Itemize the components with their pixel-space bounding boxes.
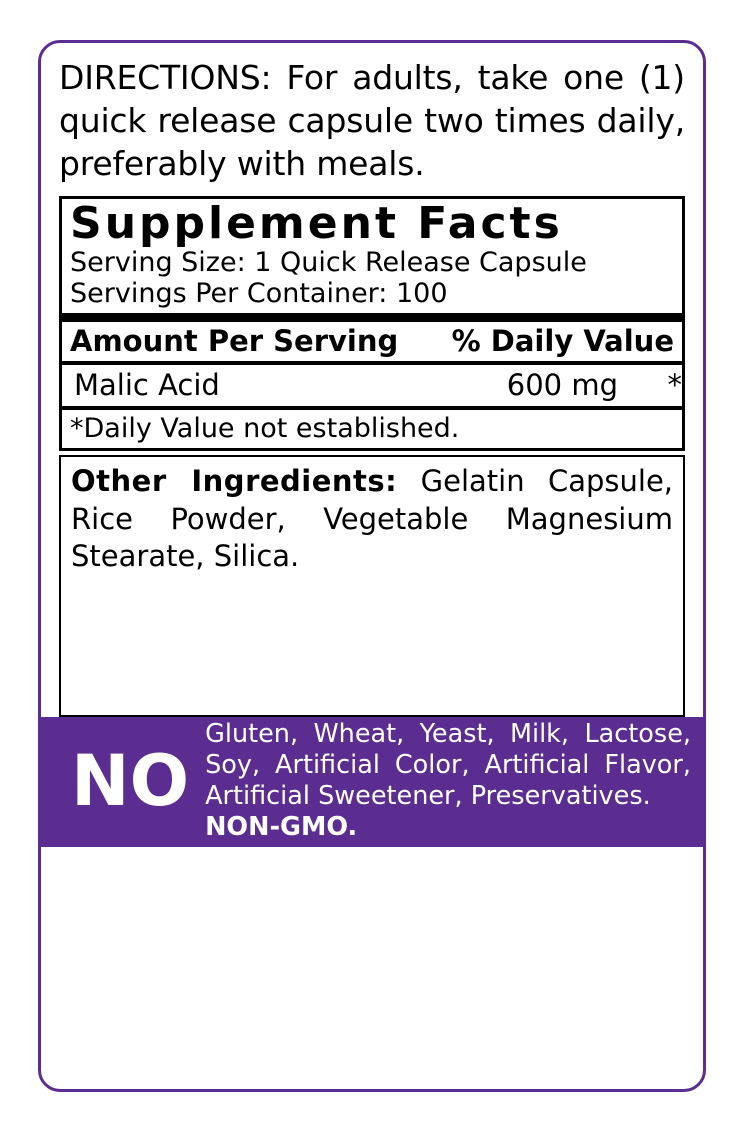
table-row <box>62 365 682 406</box>
supplement-label <box>38 40 706 1092</box>
nutrient-daily-value: * <box>667 368 682 403</box>
no-banner-word: NO <box>71 740 190 823</box>
nutrient-amount: 600 mg <box>506 368 618 403</box>
other-ingredients-text: Gelatin Capsule, Rice Powder, Vegetable Magnesium Stearate, Silica. <box>71 464 674 574</box>
servings-per-container: Servings Per Container: 100 <box>70 278 448 310</box>
facts-column-headers <box>62 322 682 361</box>
non-gmo-text: NON-GMO. <box>205 812 358 843</box>
no-banner <box>41 717 703 847</box>
no-banner-list-block <box>205 719 691 843</box>
amount-per-serving-header: Amount Per Serving <box>70 324 399 359</box>
serving-size: Serving Size: 1 Quick Release Capsule <box>70 246 587 278</box>
facts-divider-thick <box>62 313 682 322</box>
other-ingredients-heading: Other Ingredients: <box>71 464 398 499</box>
daily-value-footnote: *Daily Value not established. <box>70 413 460 445</box>
no-banner-list: Gluten, Wheat, Yeast, Milk, Lactose, Soy, Artificial Color, Artificial Flavor, Artificial Sweetener, Preservatives. <box>205 718 691 812</box>
directions-heading: DIRECTIONS: <box>59 58 272 97</box>
directions-text: For adults, take one (1) quick release capsule two times daily, preferably with meals. <box>59 58 685 183</box>
nutrient-name: Malic Acid <box>74 368 220 403</box>
serving-info <box>62 247 682 313</box>
supplement-facts-title: Supplement Facts <box>70 197 563 249</box>
supplement-facts-panel <box>59 196 685 451</box>
directions-block <box>59 57 685 186</box>
other-ingredients-box <box>59 455 685 717</box>
other-ingredients-text-block <box>71 463 673 576</box>
daily-value-header: % Daily Value <box>451 324 674 359</box>
